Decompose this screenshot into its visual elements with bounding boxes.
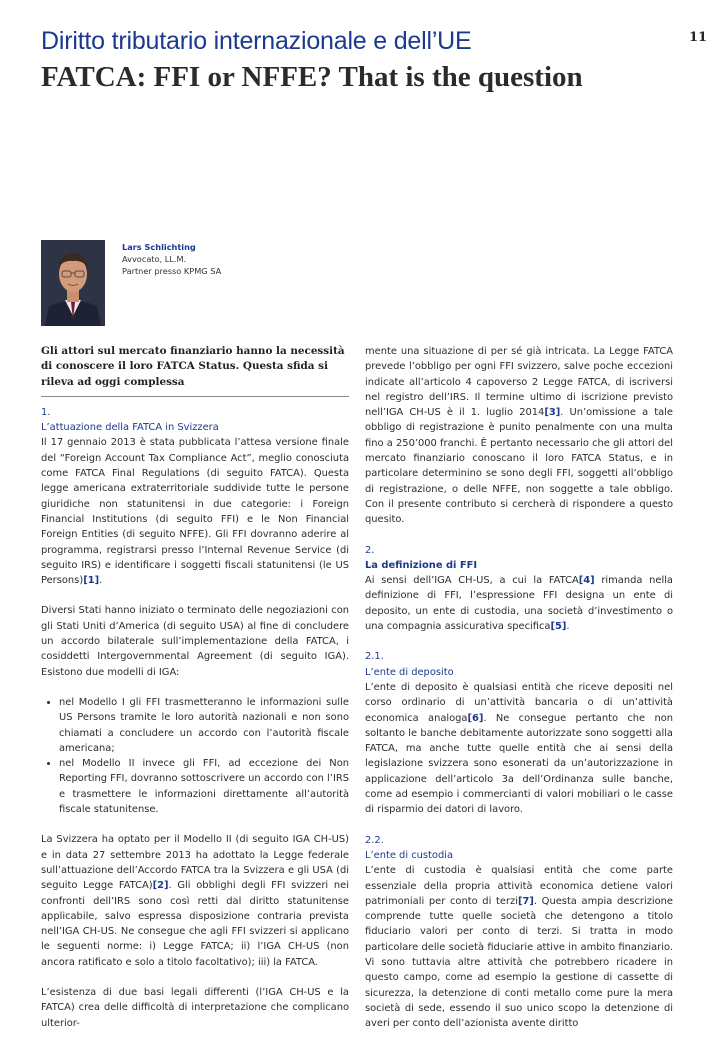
section-2-heading: La definizione di FFI: [365, 559, 478, 571]
paragraph-text: La Svizzera ha optato per il Modello II (di seguito IGA CH-US) e in data 27 settembre 2013 ha adottato la Legge federale sull’attuazione dell’Accordo FATCA tra la Svizzera e gli USA (di seguito Legge FATCA): [41, 834, 349, 892]
author-name: Lars Schlichting: [122, 242, 196, 252]
paragraph: Il 17 gennaio 2013 è stata pubblicata l’attesa versione finale del “Foreign Account Tax Compliance Act”, meglio conosciuta come FATCA Final Regulations (di seguito FATCA). Questa legge americana extraterritoriale suddivide tutte le persone giuridiche non statunitensi in due categorie: i Foreign Financial Institutions (di seguito FFI) e le Non Financial Foreign Entities (di seguito NFFE). Gli FFI dovranno aderire al programma, registrarsi presso l’Internal Revenue Service (di seguito IRS) e identificare i soggetti fiscali statunitensi (le US Persons)[1].: [41, 437, 349, 587]
list-item: • nel Modello I gli FFI trasmetteranno le informazioni sulle US Persons tramite le loro autorità nazionali e non sono chiamati a concludere un accordo con l’autorità fiscale americana;: [59, 695, 349, 756]
right-column: [365, 344, 673, 1046]
footnote-ref[interactable]: [4]: [578, 575, 595, 587]
paragraph: L’esistenza di due basi legali differenti (l’IGA CH-US e la FATCA) crea delle difficoltà di interpretazione che complicano ulterior-: [41, 986, 349, 1029]
paragraph-text: L’ente di custodia è qualsiasi entità che come parte essenziale della propria attività economica detiene valori patrimoniali per conto di terzi: [365, 865, 673, 907]
paragraph-text: rimanda nella definizione di FFI, l’espressione FFI designa un ente di deposito, un ente di custodia, una società d’investimento o una compagnia assicurativa specifica: [365, 575, 673, 633]
paragraph: Ai sensi dell’IGA CH-US, a cui la FATCA[4] rimanda nella definizione di FFI, l’espressione FFI designa un ente di deposito, un ente di custodia, una società d’investimento o una compagnia assicurativa specifica[5].: [365, 575, 673, 633]
iga-models-list: [41, 695, 349, 817]
paragraph-text: L’ente di deposito è qualsiasi entità che riceve depositi nel corso ordinario di un’attività bancaria o di un’attività economica analoga: [365, 681, 673, 724]
footnote-ref[interactable]: [2]: [152, 880, 169, 892]
footnote-ref[interactable]: [6]: [467, 712, 484, 724]
paragraph-text: . Ne consegue pertanto che non soltanto le banche debitamente autorizzate sono soggetti alla FATCA, ma anche tutte quelle entità che ai sensi della legislazione svizzera sono esonerati da un’autorizzazione in applicazione dell’articolo 3a dell’Ordinanza sulle banche, come ad esempio i commercianti di valori mobiliari o le casse di risparmio dei datori di lavoro.: [365, 712, 673, 816]
footnote-ref[interactable]: [7]: [517, 895, 534, 907]
paragraph-text: . Un’omissione a tale obbligo di registrazione è punito penalmente con una multa fino a 250’000 franchi. È pertanto necessario che gli attori del mercato finanziario conoscano il loro FATCA Status, e in particolare determinino se sono degli FFI, soggetti all’obbligo di registrazione, o delle NFFE, non soggette a tale obbligo. Con il presente contributo si cercherà di rispondere a questo quesito.: [365, 407, 673, 526]
paragraph: Diversi Stati hanno iniziato o terminato delle negoziazioni con gli Stati Uniti d’America (di seguito USA) al fine di concludere un accordo bilaterale sull’implementazione della FATCA, i cosiddetti Intergovernmental Agreement (di seguito IGA). Esistono due modelli di IGA:: [41, 605, 349, 678]
paragraph-text: Il 17 gennaio 2013 è stata pubblicata l’attesa versione finale del “Foreign Account Tax Compliance Act”, meglio conosciuta come FATCA Final Regulations (di seguito FATCA). Questa legge americana extraterritoriale suddivide tutte le persone giuridiche non statunitensi in due categorie: i Foreign Financial Institutions (di seguito FFI) e le Non Financial Foreign Entities (di seguito NFFE). Gli FFI dovranno aderire al programma, registrarsi presso l’Internal Revenue Service (di seguito IRS) e identificare i soggetti fiscali statunitensi (le US Persons): [41, 437, 349, 587]
footnote-ref[interactable]: [3]: [544, 407, 561, 419]
list-item: • nel Modello II invece gli FFI, ad eccezione dei Non Reporting FFI, dovranno sottoscrivere un accordo con l’IRS e trasmettere le informazioni direttamente all’autorità fiscale statunitense.: [59, 756, 349, 817]
lead-paragraph: Gli attori sul mercato finanziario hanno la necessità di conoscere il loro FATCA Status. Questa sfida si rileva ad oggi complessa: [41, 344, 349, 397]
section-2-2-number: 2.2.: [365, 834, 384, 846]
paragraph: [41, 832, 349, 970]
page-number: 11: [689, 30, 708, 45]
paragraph-text: Ai sensi dell’IGA CH-US, a cui la FATCA: [365, 575, 579, 587]
section-1-number: 1.: [41, 406, 51, 418]
left-column: [41, 344, 349, 1046]
section-2-1-heading: L’ente di deposito: [365, 666, 454, 678]
paragraph: [365, 680, 673, 818]
author-info: [122, 241, 221, 277]
paragraph-text: . Questa ampia descrizione comprende tutte quelle società che detengono a titolo fiduciario valori per conto di terzi. Si tratta in modo particolare delle società fiduciarie attive in ambito finanziario. Vi sono tuttavia altre attività che potrebbero ricadere in questo campo, come ad esempio la gestione di cassette di sicurezza, la detenzione di conti metallo come pure la mera società di sede, essendo il suo unico scopo la detenzione di averi per conto dell’azionista avente diritto: [365, 895, 673, 1030]
section-title: Diritto tributario internazionale e dell’UE: [41, 27, 472, 55]
article-title: FATCA: FFI or NFFE? That is the question: [41, 61, 583, 93]
paragraph: [365, 344, 673, 528]
footnote-ref[interactable]: [1]: [83, 575, 100, 587]
author-company: Partner presso KPMG SA: [122, 266, 222, 276]
author-photo: [41, 240, 105, 326]
author-role: Avvocato, LL.M.: [122, 254, 187, 264]
paragraph-text: . Gli obblighi degli FFI svizzeri nei confronti dell’IRS sono così retti dal diritto statunitense applicabile, salvo espressa disposizione contraria prevista nell’IGA CH-US. Ne consegue che agli FFI svizzeri si applicano le seguenti norme: i) Legge FATCA; ii) l’IGA CH-US (non ancora ratificato e solo a titolo facoltativo); iii) la FATCA.: [41, 880, 349, 968]
section-1-heading: L’attuazione della FATCA in Svizzera: [41, 422, 219, 434]
section-2-number: 2.: [365, 544, 375, 556]
paragraph-text: mente una situazione di per sé già intricata. La Legge FATCA prevede l’obbligo per ogni FFI svizzero, salve poche eccezioni indicate all’articolo 4 capoverso 2 Legge FATCA, di iscriversi nel registro dell’IRS. Il termine ultimo di iscrizione previsto nell’IGA CH-US è il 1. luglio 2014: [365, 346, 673, 419]
section-2-1-number: 2.1.: [365, 651, 384, 663]
section-2-2-heading: L’ente di custodia: [365, 849, 454, 861]
footnote-ref[interactable]: [5]: [550, 621, 567, 633]
paragraph: [365, 863, 673, 1031]
